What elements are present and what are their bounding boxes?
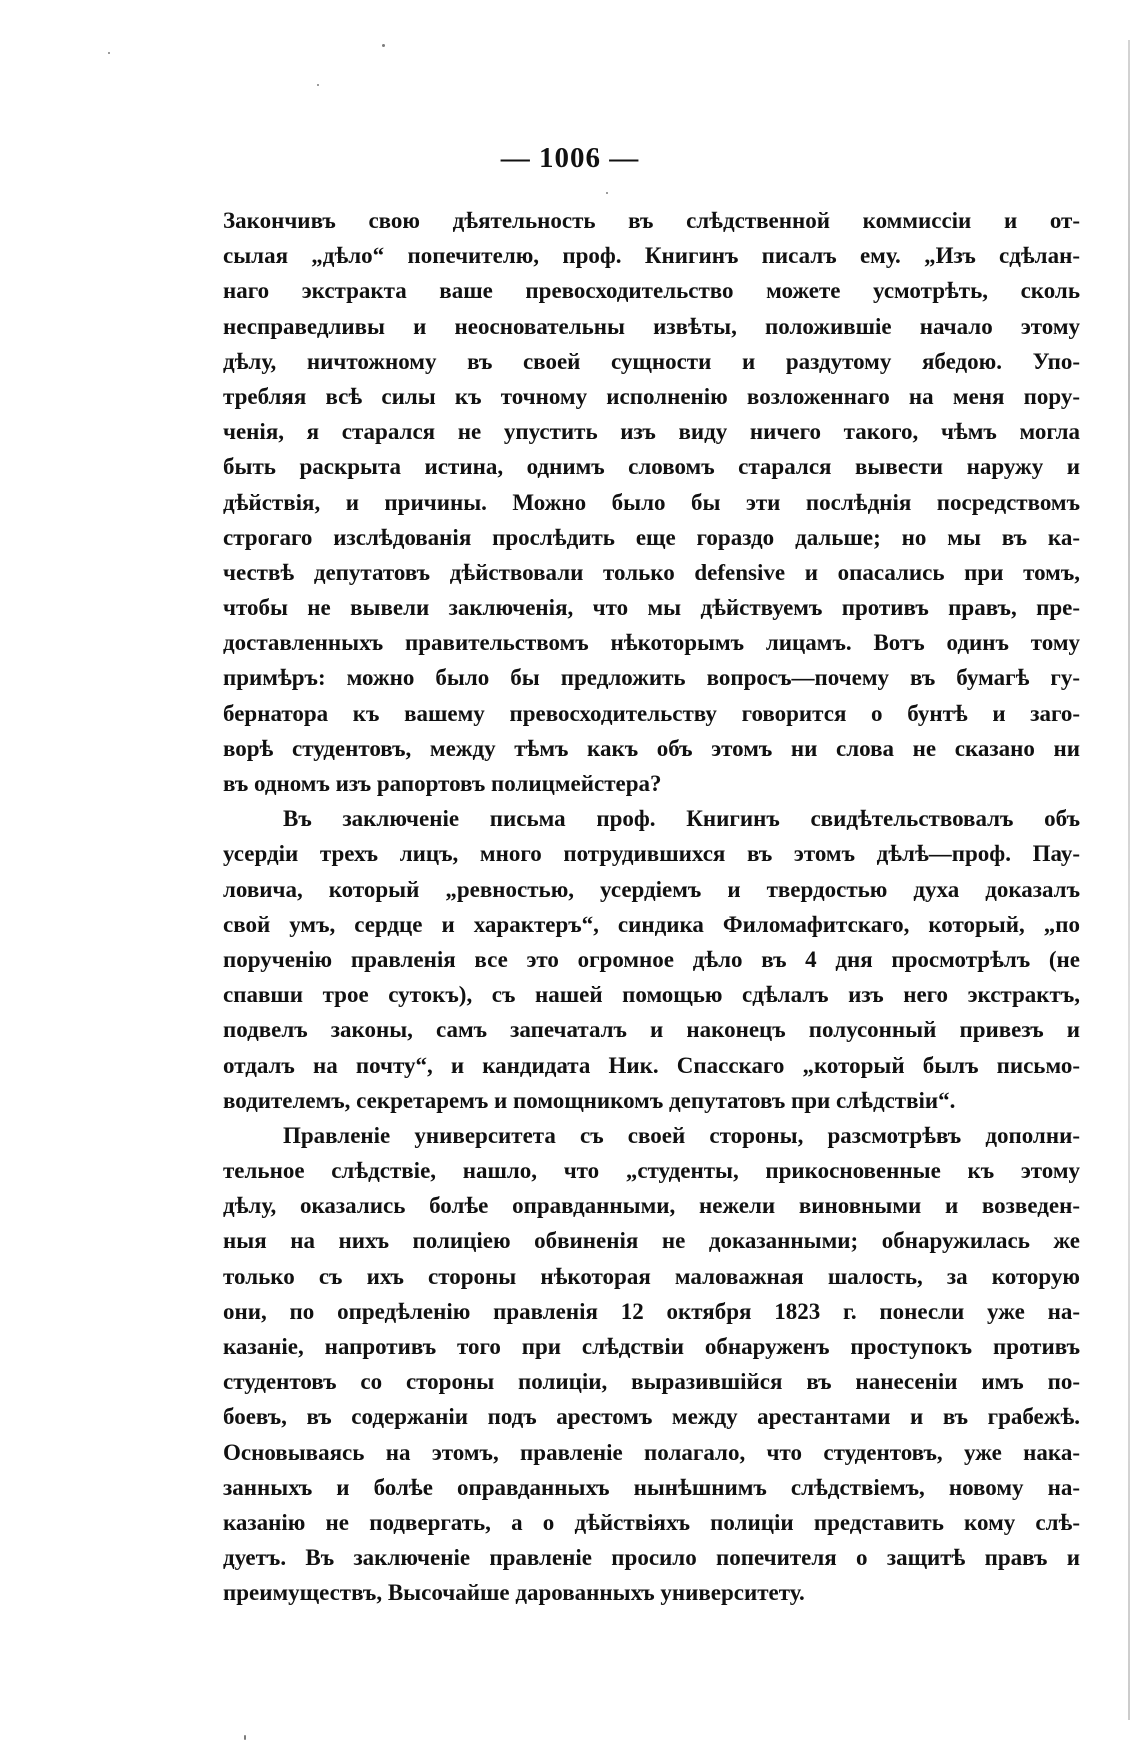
text-line: свой умъ, сердце и характеръ“, синдика Филомафитскаго, который, „по xyxy=(223,911,1080,937)
text-line: Закончивъ свою дѣятельность въ слѣдственной коммиссіи и от- xyxy=(223,208,1080,233)
text-line: примѣръ: можно было бы предложить вопросъ—почему въ бумагѣ гу- xyxy=(223,665,1080,691)
text-line: казаніе, напротивъ того при слѣдствіи обнаруженъ проступокъ противъ xyxy=(223,1334,1080,1359)
text-line: усердіи трехъ лицъ, много потрудившихся въ этомъ дѣлѣ—проф. Пау- xyxy=(223,841,1080,867)
text-line: ченія, я старался не упустить изъ виду ничего такого, чѣмъ могла xyxy=(223,419,1080,445)
text-line: тельное слѣдствіе, нашло, что „студенты, прикосновенные къ этому xyxy=(223,1158,1080,1184)
scan-speck xyxy=(606,192,608,194)
text-line: дуетъ. Въ заключеніе правленіе просило попечителя о защитѣ правъ и xyxy=(223,1545,1080,1571)
body-text xyxy=(223,203,1080,1611)
text-line: въ одномъ изъ рапортовъ полицмейстера? xyxy=(223,771,662,796)
text-line: дѣлу, оказались болѣе оправданными, нежели виновными и возведен- xyxy=(223,1193,1080,1219)
text-line: ловича, который „ревностью, усердіемъ и твердостью духа доказалъ xyxy=(223,876,1080,902)
paragraph xyxy=(223,801,1080,1118)
text-line: чтобы не вывели заключенія, что мы дѣйствуемъ противъ правъ, пре- xyxy=(223,595,1080,621)
text-line: дѣлу, ничтожному въ своей сущности и раздутому ябедою. Упо- xyxy=(223,348,1080,374)
text-line: боевъ, въ содержаніи подъ арестомъ между арестантами и въ грабежѣ. xyxy=(223,1404,1080,1430)
text-line: ныя на нихъ полиціею обвиненія не доказанными; обнаружилась же xyxy=(223,1228,1080,1254)
text-line: преимуществъ, Высочайше дарованныхъ университету. xyxy=(223,1580,805,1606)
text-line: казанію не подвергать, а о дѣйствіяхъ полиціи представить кому слѣ- xyxy=(223,1509,1080,1535)
paragraph xyxy=(223,1118,1080,1611)
text-line: спавши трое сутокъ), съ нашей помощью сдѣлалъ изъ него экстрактъ, xyxy=(223,982,1080,1008)
text-line: доставленныхъ правительствомъ нѣкоторымъ лицамъ. Вотъ одинъ тому xyxy=(223,630,1080,656)
text-line: они, по опредѣленію правленія 12 октября 1823 г. понесли уже на- xyxy=(223,1298,1080,1324)
text-line: только съ ихъ стороны нѣкоторая маловажная шалость, за которую xyxy=(223,1263,1080,1289)
text-line: бернатора къ вашему превосходительству говорится о бунтѣ и заго- xyxy=(223,700,1080,726)
text-line: чествѣ депутатовъ дѣйствовали только defensive и опасались при томъ, xyxy=(223,559,1080,585)
text-line: ворѣ студентовъ, между тѣмъ какъ объ этомъ ни слова не сказано ни xyxy=(223,735,1080,761)
text-line: подвелъ законы, самъ запечаталъ и наконецъ полусонный привезъ и xyxy=(223,1017,1080,1043)
scan-speck xyxy=(317,84,319,86)
text-line: строгаго изслѣдованія прослѣдить еще гораздо дальше; но мы въ ка- xyxy=(223,524,1080,550)
text-line: быть раскрыта истина, однимъ словомъ старался вывести наружу и xyxy=(223,454,1080,480)
page-number: — 1006 — xyxy=(500,142,640,174)
text-line: сылая „дѣло“ попечителю, проф. Книгинъ писалъ ему. „Изъ сдѣлан- xyxy=(223,243,1080,269)
scan-speck xyxy=(108,52,110,54)
text-line: занныхъ и болѣе оправданныхъ нынѣшнимъ слѣдствіемъ, новому на- xyxy=(223,1474,1080,1500)
scan-speck xyxy=(382,44,385,47)
page-edge-shadow xyxy=(1128,40,1130,1720)
text-line: отдалъ на почту“, и кандидата Ник. Спасскаго „который былъ письмо- xyxy=(223,1052,1080,1078)
text-line: Въ заключеніе письма проф. Книгинъ свидѣтельствовалъ объ xyxy=(283,806,1080,832)
text-line: Правленіе университета съ своей стороны, разсмотрѣвъ дополни- xyxy=(283,1122,1080,1148)
text-line: порученію правленія все это огромное дѣло въ 4 дня просмотрѣлъ (не xyxy=(223,946,1080,972)
paragraph xyxy=(223,203,1080,801)
text-line: несправедливы и неосновательны извѣты, положившіе начало этому xyxy=(223,313,1080,339)
text-line: студентовъ со стороны полиціи, выразившійся въ нанесеніи имъ по- xyxy=(223,1369,1080,1395)
text-line: Основываясь на этомъ, правленіе полагало, что студентовъ, уже нака- xyxy=(223,1439,1080,1465)
text-line: дѣйствія, и причины. Можно было бы эти послѣднія посредствомъ xyxy=(223,489,1080,515)
text-line: водителемъ, секретаремъ и помощникомъ депутатовъ при слѣдствіи“. xyxy=(223,1087,956,1113)
text-line: требляя всѣ силы къ точному исполненію возложеннаго на меня пору- xyxy=(223,383,1080,409)
scan-speck xyxy=(244,1735,246,1740)
text-line: наго экстракта ваше превосходительство можете усмотрѣть, сколь xyxy=(223,278,1080,304)
